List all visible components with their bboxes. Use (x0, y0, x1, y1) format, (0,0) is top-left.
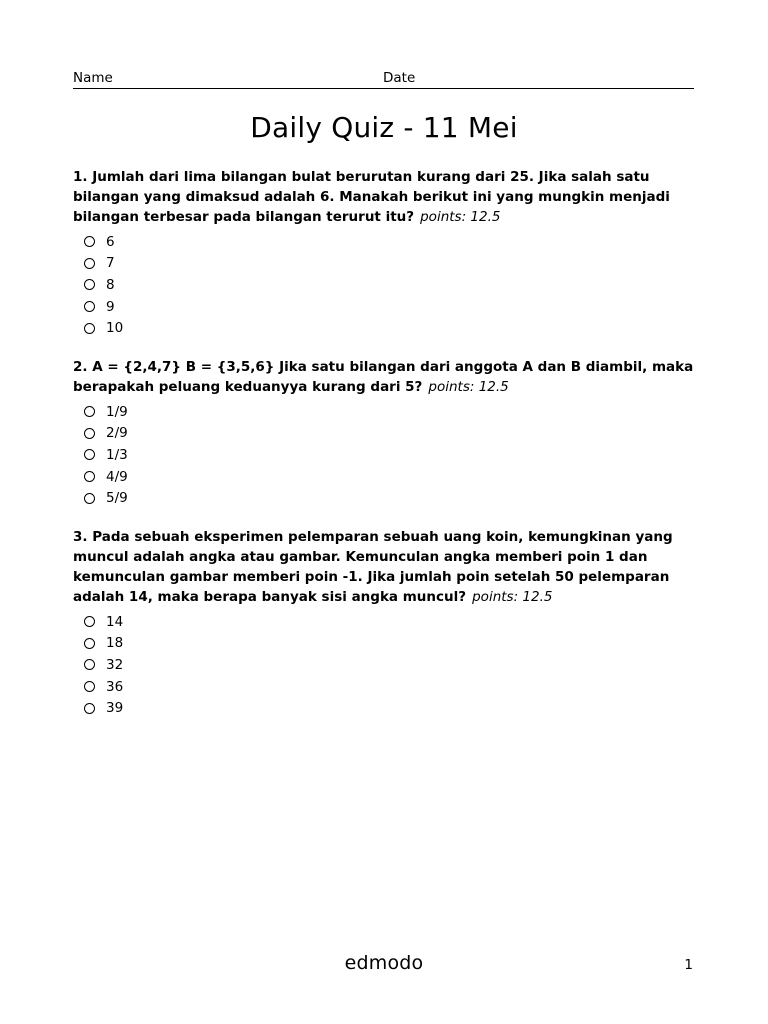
option-item[interactable] (73, 697, 698, 719)
question-1 (73, 167, 698, 339)
option-item[interactable] (73, 274, 698, 296)
question-text (73, 527, 698, 607)
date-label: Date (383, 70, 416, 86)
option-item[interactable] (73, 253, 698, 275)
question-2-text: 2. A = {2,4,7} B = {3,5,6} Jika satu bilangan dari anggota A dan B diambil, maka berapakah peluang keduanyya kurang dari 5? (73, 359, 694, 395)
page-number: 1 (684, 957, 693, 973)
option-label: 7 (106, 255, 115, 272)
question-1-points: points: 12.5 (420, 209, 501, 225)
quiz-title: Daily Quiz - 11 Mei (250, 111, 518, 144)
radio-circle-icon[interactable] (84, 258, 95, 269)
radio-circle-icon[interactable] (84, 638, 95, 649)
edmodo-logo: edmodo (344, 952, 424, 974)
option-label: 5/9 (106, 490, 128, 507)
option-item[interactable] (73, 654, 698, 676)
option-item[interactable] (73, 296, 698, 318)
radio-circle-icon[interactable] (84, 681, 95, 692)
radio-circle-icon[interactable] (84, 406, 95, 417)
question-3 (73, 527, 698, 719)
option-label: 39 (106, 700, 124, 717)
question-1-text: 1. Jumlah dari lima bilangan bulat berurutan kurang dari 25. Jika salah satu bilangan yang dimaksud adalah 6. Manakah berikut ini yang mungkin menjadi bilangan terbesar pada bilangan terurut itu? (73, 169, 670, 225)
option-item[interactable] (73, 401, 698, 423)
radio-circle-icon[interactable] (84, 471, 95, 482)
option-item[interactable] (73, 633, 698, 655)
name-label: Name (73, 70, 113, 86)
radio-circle-icon[interactable] (84, 428, 95, 439)
radio-circle-icon[interactable] (84, 616, 95, 627)
question-2-points: points: 12.5 (428, 379, 509, 395)
radio-circle-icon[interactable] (84, 449, 95, 460)
option-item[interactable] (73, 676, 698, 698)
question-3-text: 3. Pada sebuah eksperimen pelemparan sebuah uang koin, kemungkinan yang muncul adalah angka atau gambar. Kemunculan angka memberi poin 1 dan kemunculan gambar memberi poin -1. Jika jumlah poin setelah 50 pelemparan adalah 14, maka berapa banyak sisi angka muncul? (73, 529, 673, 605)
radio-circle-icon[interactable] (84, 493, 95, 504)
option-item[interactable] (73, 423, 698, 445)
option-label: 10 (106, 320, 124, 337)
option-item[interactable] (73, 611, 698, 633)
question-2-options (73, 401, 698, 509)
option-label: 8 (106, 276, 115, 293)
question-text (73, 357, 698, 397)
question-3-options (73, 611, 698, 719)
option-label: 14 (106, 613, 124, 630)
radio-circle-icon[interactable] (84, 236, 95, 247)
radio-circle-icon[interactable] (84, 323, 95, 334)
option-label: 18 (106, 635, 124, 652)
option-item[interactable] (73, 444, 698, 466)
question-text (73, 167, 698, 227)
question-3-points: points: 12.5 (472, 589, 553, 605)
option-label: 36 (106, 678, 124, 695)
radio-circle-icon[interactable] (84, 703, 95, 714)
option-label: 9 (106, 298, 115, 315)
option-label: 2/9 (106, 425, 128, 442)
question-1-options (73, 231, 698, 339)
option-label: 1/3 (106, 446, 128, 463)
radio-circle-icon[interactable] (84, 279, 95, 290)
option-label: 6 (106, 233, 115, 250)
radio-circle-icon[interactable] (84, 659, 95, 670)
option-item[interactable] (73, 231, 698, 253)
option-label: 32 (106, 656, 124, 673)
option-label: 1/9 (106, 403, 128, 420)
radio-circle-icon[interactable] (84, 301, 95, 312)
option-item[interactable] (73, 466, 698, 488)
option-item[interactable] (73, 317, 698, 339)
name-date-header (73, 69, 694, 89)
option-item[interactable] (73, 487, 698, 509)
option-label: 4/9 (106, 468, 128, 485)
question-2 (73, 357, 698, 509)
